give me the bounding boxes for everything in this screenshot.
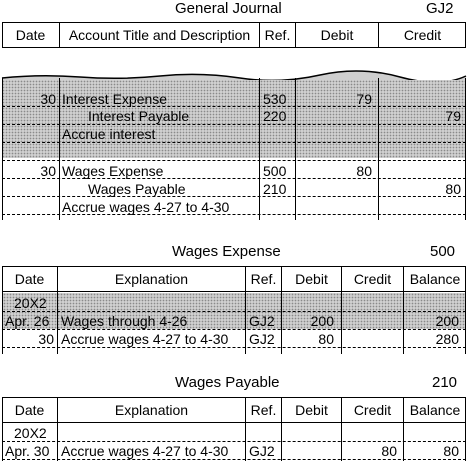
journal-account: Interest Payable [88, 108, 190, 124]
journal-header-date: Date [15, 27, 46, 43]
ledger-title: Wages Expense [172, 243, 281, 260]
journal-ref: 220 [263, 108, 287, 124]
ledger-account-number: 210 [432, 374, 458, 391]
journal-account: Accrue wages 4-27 to 4-30 [62, 199, 230, 215]
ledger-explanation: Wages through 4-26 [61, 313, 188, 329]
ledger-ref: GJ2 [249, 331, 275, 347]
ledger-debit: 200 [310, 313, 334, 329]
ledger-title: Wages Payable [175, 374, 280, 391]
ledger-header-date: Date [14, 402, 45, 418]
journal-page-number: GJ2 [426, 0, 454, 17]
ledger-balance: 280 [435, 331, 459, 347]
journal-ref: 530 [263, 91, 287, 107]
journal-title: General Journal [175, 0, 282, 17]
ledger-header-balance: Balance [409, 271, 461, 287]
ledger-ref: GJ2 [249, 443, 275, 459]
journal-date: 30 [40, 163, 56, 179]
ledger-account-number: 500 [430, 243, 456, 260]
journal-ref: 210 [263, 181, 287, 197]
journal-header-debit: Debit [320, 27, 354, 43]
journal-account: Wages Expense [62, 163, 164, 179]
ledger-debit: 80 [318, 331, 334, 347]
journal-debit: 80 [356, 163, 372, 179]
journal-account: Interest Expense [62, 91, 168, 107]
journal-header-credit: Credit [403, 27, 442, 43]
journal-header-account: Account Title and Description [68, 27, 251, 43]
ledger-explanation: Accrue wages 4-27 to 4-30 [61, 443, 229, 459]
ledger-balance: 200 [435, 313, 459, 329]
ledger-ref: GJ2 [249, 313, 275, 329]
journal-ref: 500 [263, 163, 287, 179]
ledger-header-credit: Credit [353, 271, 392, 287]
ledger-date: 20X2 [14, 295, 47, 311]
ledger-date: Apr. 26 [5, 313, 50, 329]
journal-account: Wages Payable [88, 181, 186, 197]
journal-credit: 80 [445, 181, 461, 197]
ledger-header-credit: Credit [353, 402, 392, 418]
ledger-header-ref: Ref. [250, 271, 277, 287]
ledger-balance: 80 [443, 443, 459, 459]
journal-date: 30 [40, 91, 56, 107]
ledger-header-explanation: Explanation [114, 402, 189, 418]
ledger-date: 30 [38, 331, 54, 347]
ledger-header-explanation: Explanation [114, 271, 189, 287]
ledger-date: Apr. 30 [5, 443, 50, 459]
ledger-date: 20X2 [14, 425, 47, 441]
ledger-header-debit: Debit [295, 402, 328, 418]
ledger-header-balance: Balance [409, 402, 461, 418]
ledger-header-date: Date [14, 271, 45, 287]
journal-debit: 79 [356, 91, 372, 107]
journal-header-ref: Ref. [264, 27, 291, 43]
journal-credit: 79 [445, 108, 461, 124]
ledger-explanation: Accrue wages 4-27 to 4-30 [61, 331, 229, 347]
ledger-header-ref: Ref. [250, 402, 277, 418]
ledger-credit: 80 [381, 443, 397, 459]
journal-account: Accrue interest [62, 126, 156, 142]
ledger-header-debit: Debit [295, 271, 328, 287]
